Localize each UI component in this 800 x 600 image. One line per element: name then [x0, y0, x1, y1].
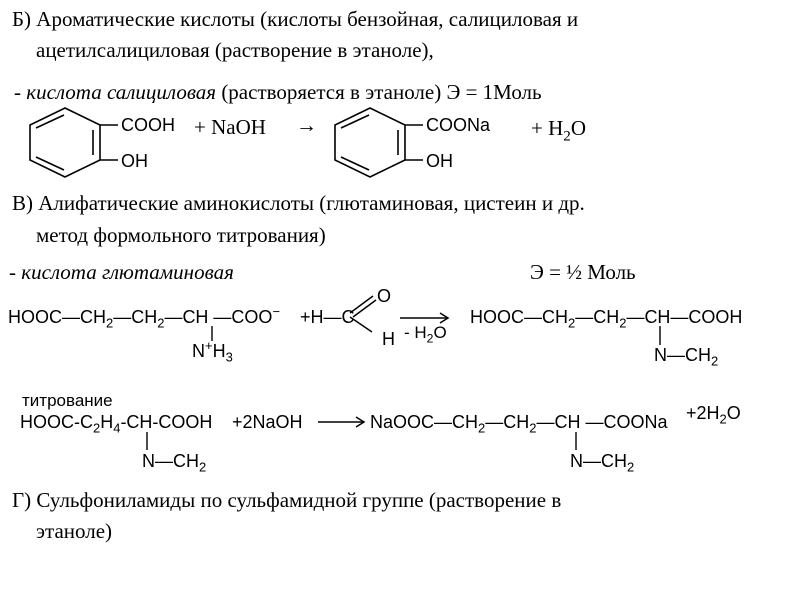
section-g-heading-line1: Г) Сульфониламиды по сульфамидной группе (растворение в	[12, 488, 562, 512]
glutamic-acid-line: - кислота глютаминовая	[9, 260, 234, 284]
dash: -	[14, 80, 27, 104]
schiff-base-product: $HOOC—CH_2—CH_2—CH—COOH$	[470, 307, 743, 331]
product-oh: OH	[426, 151, 453, 171]
section-b-heading-line1: Б) Ароматические кислоты (кислоты бензойная, салициловая и	[12, 7, 579, 31]
titration-product: $NaOOC—CH_2—CH_2—CH$ —COONa	[370, 412, 668, 436]
benzene-ring-reactant	[30, 108, 118, 177]
titration-product-imine: $N—CH_2$	[570, 451, 635, 475]
minus-water: - $H_2O$	[404, 323, 447, 346]
section-g-heading-line2: этаноле)	[36, 519, 113, 543]
titration-label: титрование	[22, 391, 113, 410]
titration-reactant: HOOC-$C_2H_4-CH$-COOH	[20, 412, 213, 436]
section-v-heading-line2: метод формольного титрования)	[36, 223, 326, 247]
benzene-ring-product	[335, 108, 423, 177]
reagent-naoh: + NaOH	[194, 115, 266, 139]
salicylic-acid-note: (растворяется в этаноле) Э = 1Моль	[216, 80, 542, 104]
water-product: + $H_2O$	[531, 116, 586, 145]
reactant-cooh: COOH	[121, 115, 175, 135]
section-v-heading-line1: В) Алифатические аминокислоты (глютаминовая, цистеин и др.	[12, 191, 585, 215]
salicylic-acid-name: кислота салициловая	[26, 80, 217, 104]
formaldehyde-h: H	[382, 329, 395, 349]
titration-reactant-imine: $N—CH_2$	[142, 451, 207, 475]
section-b-heading-line2: ацетилсалициловая (растворение в этаноле),	[36, 38, 434, 62]
glutamic-equivalent: Э = ½ Моль	[530, 260, 636, 284]
ammonium-group: $N^+H_3$	[192, 337, 233, 365]
glutamate-ion: $HOOC—CH_2—CH_2—CH$ —COO−	[8, 303, 281, 331]
reactant-oh: OH	[121, 151, 148, 171]
formaldehyde-o: O	[377, 286, 392, 306]
titration-reagent: +2NaOH	[232, 412, 303, 432]
titration-water: $+2H_2O$	[686, 403, 741, 427]
product-coona: COONa	[426, 115, 491, 135]
product-imine-group: $N—CH_2$	[654, 345, 719, 369]
glutamic-acid-name: кислота глютаминовая	[21, 260, 234, 284]
formaldehyde-reagent: +H—C	[300, 307, 355, 327]
reaction-arrow: →	[296, 113, 317, 137]
